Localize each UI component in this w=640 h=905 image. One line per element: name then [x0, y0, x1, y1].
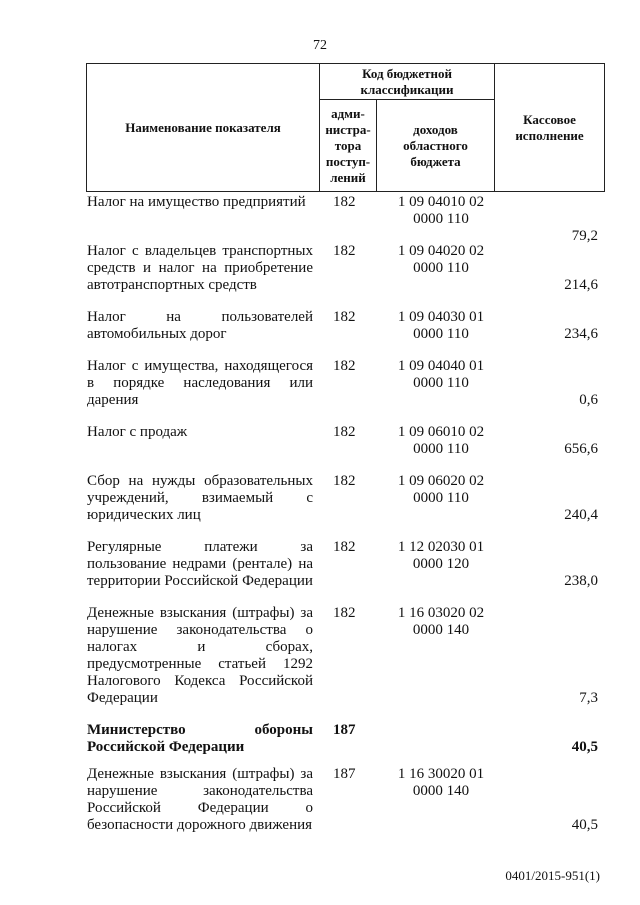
row-admin: 182	[333, 605, 356, 621]
row-value: 7,3	[579, 690, 598, 706]
row-value: 234,6	[564, 326, 598, 342]
row-name: Налог с владельцев транспортных средств и налог на приобретение автотранспортных средств	[87, 243, 313, 293]
header-income: доходов областного бюджета	[377, 100, 495, 192]
row-value: 656,6	[564, 441, 598, 457]
row-code: 1 12 02030 01 0000 120	[397, 539, 485, 572]
row-value: 214,6	[564, 277, 598, 293]
header-admin: адми-нистра-тора поступ-лений	[320, 100, 377, 192]
row-admin: 187	[333, 722, 356, 738]
row-code: 1 09 04040 01 0000 110	[397, 358, 485, 391]
row-name: Налог с продаж	[87, 424, 188, 440]
table-row	[87, 722, 602, 756]
row-value: 240,4	[564, 507, 598, 523]
header-budget-code: Код бюджетной классификации	[320, 64, 495, 100]
row-admin: 182	[333, 243, 356, 259]
row-code: 1 16 30020 01 0000 140	[397, 766, 485, 799]
table-row	[87, 473, 602, 524]
row-name: Регулярные платежи за пользование недрами (рентале) на территории Российской Федерации	[87, 539, 313, 589]
row-name: Денежные взыскания (штрафы) за нарушение законодательства Российской Федерации о безопасности дорожного движения	[87, 766, 313, 833]
document-code: 0401/2015-951(1)	[505, 868, 600, 883]
row-code: 1 09 04010 02 0000 110	[397, 194, 485, 227]
row-code: 1 09 04020 02 0000 110	[397, 243, 485, 276]
table-row	[87, 309, 602, 343]
row-admin: 182	[333, 473, 356, 489]
row-admin: 187	[333, 766, 356, 782]
row-name: Налог на пользователей автомобильных дорог	[87, 309, 313, 342]
row-value: 238,0	[564, 573, 598, 589]
row-code: 1 16 03020 02 0000 140	[397, 605, 485, 638]
table-header	[86, 63, 605, 192]
page-number: 72	[313, 38, 327, 53]
row-value: 79,2	[571, 228, 598, 244]
row-code: 1 09 06020 02 0000 110	[397, 473, 485, 506]
table-body	[87, 194, 602, 849]
row-name: Налог на имущество предприятий	[87, 194, 306, 210]
row-admin: 182	[333, 194, 356, 210]
row-value: 0,6	[579, 392, 598, 408]
header-indicator-name: Наименование показателя	[87, 64, 320, 192]
row-value: 40,5	[571, 739, 598, 755]
table-row	[87, 243, 602, 294]
row-admin: 182	[333, 424, 356, 440]
row-code: 1 09 04030 01 0000 110	[397, 309, 485, 342]
row-admin: 182	[333, 358, 356, 374]
table-row	[87, 424, 602, 458]
row-name: Налог с имущества, находящегося в порядке наследования или дарения	[87, 358, 313, 408]
row-name: Министерство обороны Российской Федерации	[87, 722, 313, 755]
header-cash-execution: Кассовое исполнение	[495, 64, 605, 192]
row-name: Денежные взыскания (штрафы) за нарушение законодательства о налогах и сборах, предусмотренные статьей 1292 Налогового Кодекса Российской Федерации	[87, 605, 313, 706]
row-admin: 182	[333, 309, 356, 325]
row-value: 40,5	[571, 817, 598, 833]
row-code: 1 09 06010 02 0000 110	[397, 424, 485, 457]
table-row	[87, 539, 602, 590]
table-row	[87, 358, 602, 409]
table-row	[87, 194, 602, 244]
row-name: Сбор на нужды образовательных учреждений, взимаемый с юридических лиц	[87, 473, 313, 523]
table-row	[87, 605, 602, 707]
row-admin: 182	[333, 539, 356, 555]
table-row	[87, 766, 602, 834]
